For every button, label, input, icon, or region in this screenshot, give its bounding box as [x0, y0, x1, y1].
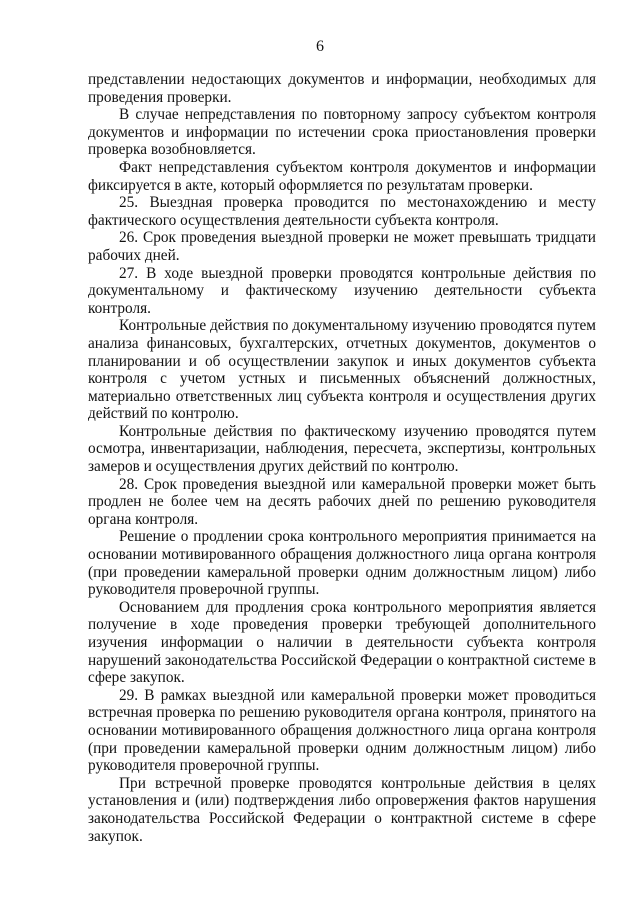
paragraph: Решение о продлении срока контрольного мероприятия принимается на основании мотивированного обращения должностного лица органа контроля (при проведении камеральной проверки одним должностным лицом) либо руководителя проверочной группы. — [88, 528, 596, 599]
paragraph-item-25: 25. Выездная проверка проводится по местонахождению и месту фактического осуществления деятельности субъекта контроля. — [88, 194, 596, 229]
paragraph-item-28: 28. Срок проведения выездной или камеральной проверки может быть продлен не более чем на десять рабочих дней по решению руководителя органа контроля. — [88, 475, 596, 528]
paragraph: При встречной проверке проводятся контрольные действия в целях установления и (или) подтверждения либо опровержения фактов нарушения законодательства Российской Федерации о контрактной системе в сфере закупок. — [88, 774, 596, 845]
page-number: 6 — [316, 38, 324, 55]
paragraph: Факт непредставления субъектом контроля документов и информации фиксируется в акте, который оформляется по результатам проверки. — [88, 158, 596, 194]
paragraph: Контрольные действия по документальному изучению проводятся путем анализа финансовых, бухгалтерских, отчетных документов, документов о планировании и об осуществлении закупок и иных документов субъекта контроля с учетом устных и письменных объяснений должностных, материально ответственных лиц субъекта контроля и осуществления других действий по контролю. — [88, 317, 596, 423]
document-body — [88, 71, 596, 845]
paragraph-item-29: 29. В рамках выездной или камеральной проверки может проводиться встречная проверка по решению руководителя органа контроля, принятого на основании мотивированного обращения должностного лица органа контроля (при проведении камеральной проверки одним должностным лицом) либо руководителя проверочной группы. — [88, 686, 596, 775]
paragraph: Основанием для продления срока контрольного мероприятия является получение в ходе проведения проверки требующей дополнительного изучения информации о наличии в деятельности субъекта контроля нарушений законодательства Российской Федерации о контрактной системе в сфере закупок. — [88, 598, 596, 687]
paragraph: В случае непредставления по повторному запросу субъектом контроля документов и информации по истечении срока приостановления проверки проверка возобновляется. — [88, 106, 596, 159]
paragraph-item-27: 27. В ходе выездной проверки проводятся контрольные действия по документальному и фактическому изучению деятельности субъекта контроля. — [88, 264, 596, 317]
paragraph: Контрольные действия по фактическому изучению проводятся путем осмотра, инвентаризации, наблюдения, пересчета, экспертизы, контрольных замеров и осуществления других действий по контролю. — [88, 422, 596, 476]
paragraph-continuation: представлении недостающих документов и информации, необходимых для проведения проверки. — [88, 71, 596, 106]
paragraph-item-26: 26. Срок проведения выездной проверки не может превышать тридцати рабочих дней. — [88, 229, 596, 264]
